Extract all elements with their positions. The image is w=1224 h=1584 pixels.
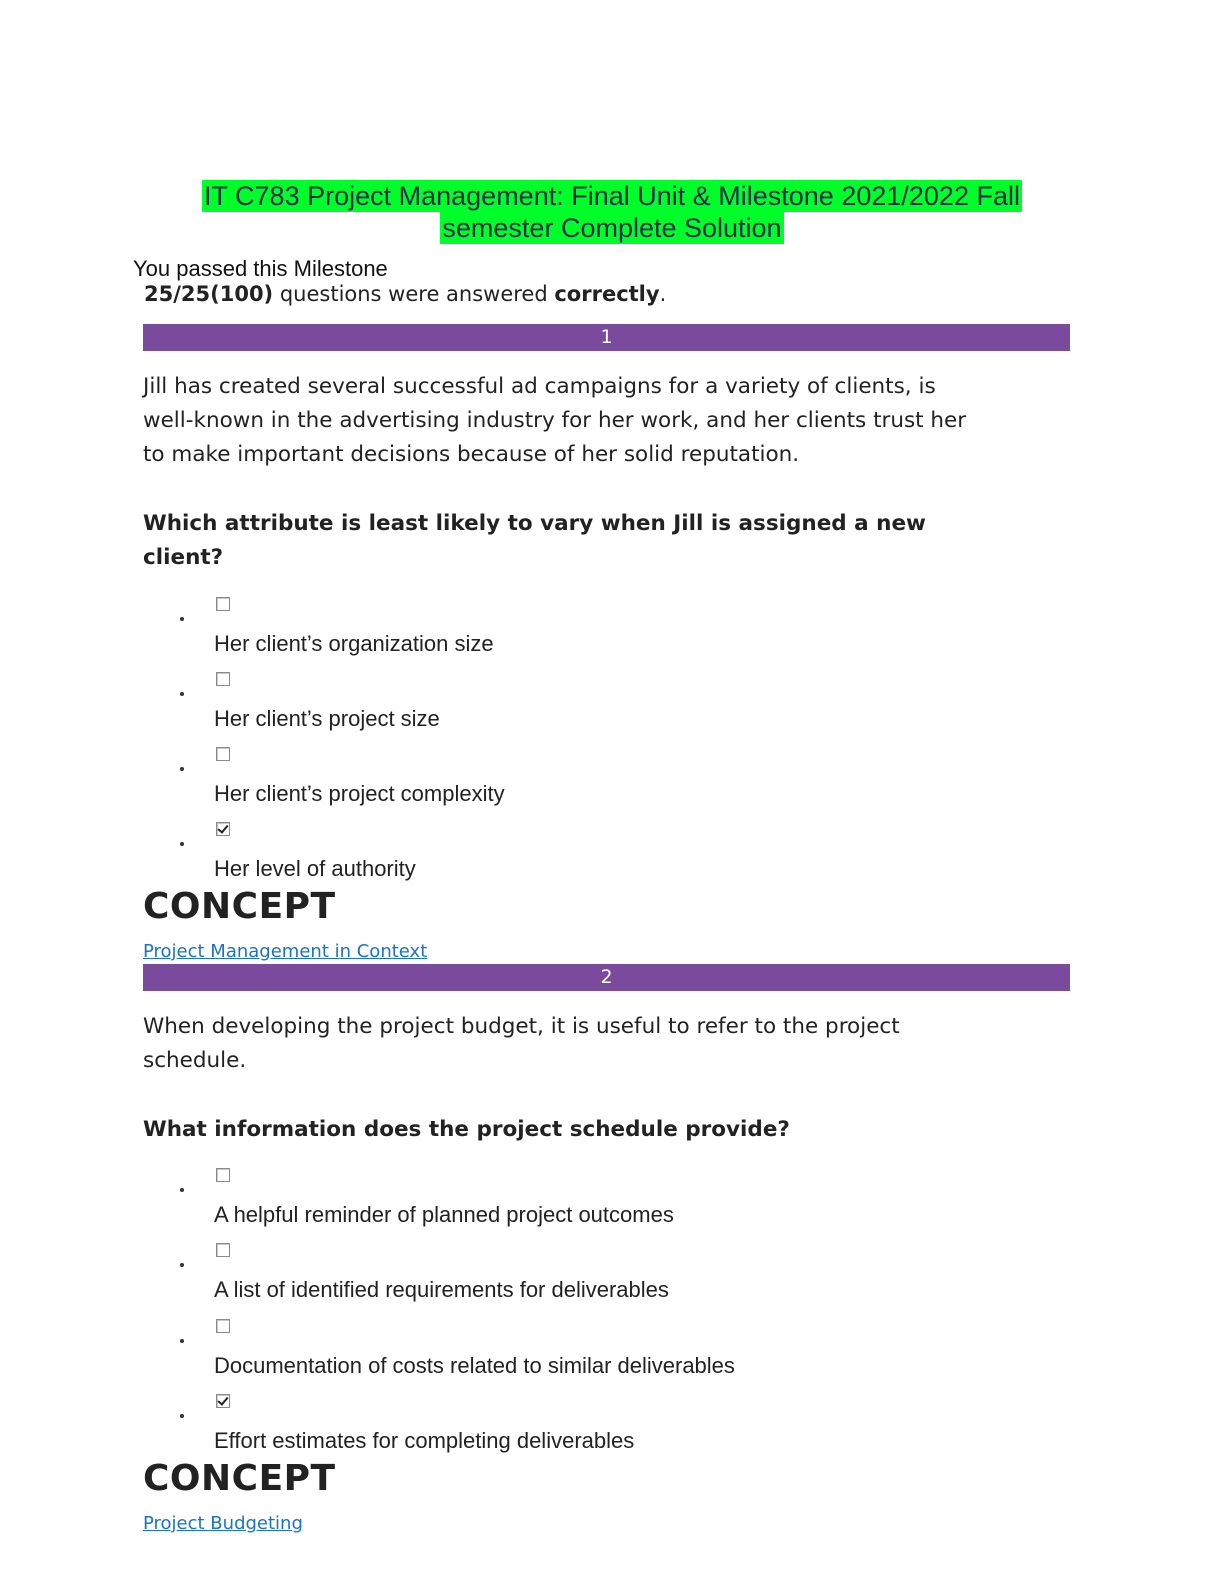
question-number-bar: 2 <box>143 964 1070 991</box>
option-label: Her client’s project size <box>214 706 440 731</box>
option-label: Her level of authority <box>214 856 416 881</box>
prompt-line: What information does the project schedule provide? <box>143 1117 790 1142</box>
score-strong: correctly <box>554 282 660 306</box>
score-end: . <box>659 282 667 306</box>
answer-option[interactable] <box>0 597 1224 672</box>
bullet-icon <box>180 1339 184 1343</box>
document-title <box>0 180 1224 244</box>
concept-link[interactable]: Project Budgeting <box>143 1513 303 1534</box>
checkbox[interactable] <box>216 1243 230 1257</box>
score-summary <box>144 282 666 306</box>
stem-line: schedule. <box>143 1048 247 1073</box>
option-label: Her client’s organization size <box>214 631 494 656</box>
stem-line: to make important decisions because of her solid reputation. <box>143 442 800 467</box>
answer-option[interactable] <box>0 1168 1224 1243</box>
answer-option[interactable] <box>0 747 1224 822</box>
stem-line: well-known in the advertising industry for her work, and her clients trust her <box>143 408 967 433</box>
question-prompt <box>143 507 1073 575</box>
option-label: Effort estimates for completing deliverables <box>214 1428 635 1453</box>
prompt-line: client? <box>143 545 224 570</box>
checkbox-checked[interactable] <box>216 1394 230 1408</box>
question-stem <box>143 1010 1073 1078</box>
question-number-bar: 1 <box>143 324 1070 351</box>
checkbox[interactable] <box>216 1168 230 1182</box>
prompt-line: Which attribute is least likely to vary when Jill is assigned a new <box>143 511 926 536</box>
checkbox[interactable] <box>216 1319 230 1333</box>
concept-heading: CONCEPT <box>143 1458 336 1499</box>
stem-line: When developing the project budget, it is useful to refer to the project <box>143 1014 900 1039</box>
question-prompt <box>143 1113 1073 1147</box>
passed-message: You passed this Milestone <box>133 256 388 281</box>
title-line-2: semester Complete Solution <box>442 213 782 243</box>
answer-option[interactable] <box>0 1319 1224 1394</box>
checkbox[interactable] <box>216 597 230 611</box>
option-label: A list of identified requirements for deliverables <box>214 1277 669 1302</box>
title-line-1: IT C783 Project Management: Final Unit & Milestone 2021/2022 Fall <box>204 181 1020 211</box>
option-label: Documentation of costs related to similar deliverables <box>214 1353 735 1378</box>
bullet-icon <box>180 1188 184 1192</box>
option-label: A helpful reminder of planned project outcomes <box>214 1202 674 1227</box>
question-stem <box>143 370 1073 472</box>
concept-link[interactable]: Project Management in Context <box>143 941 428 962</box>
bullet-icon <box>180 842 184 846</box>
bullet-icon <box>180 1263 184 1267</box>
score-value: 25/25(100) <box>144 282 274 306</box>
checkbox[interactable] <box>216 672 230 686</box>
option-label: Her client’s project complexity <box>214 781 505 806</box>
bullet-icon <box>180 692 184 696</box>
checkbox[interactable] <box>216 747 230 761</box>
bullet-icon <box>180 617 184 621</box>
bullet-icon <box>180 767 184 771</box>
answer-option[interactable] <box>0 1243 1224 1318</box>
bullet-icon <box>180 1414 184 1418</box>
score-middle: questions were answered <box>273 282 555 306</box>
concept-heading: CONCEPT <box>143 886 336 927</box>
checkbox-checked[interactable] <box>216 822 230 836</box>
answer-option[interactable] <box>0 672 1224 747</box>
stem-line: Jill has created several successful ad campaigns for a variety of clients, is <box>143 374 936 399</box>
